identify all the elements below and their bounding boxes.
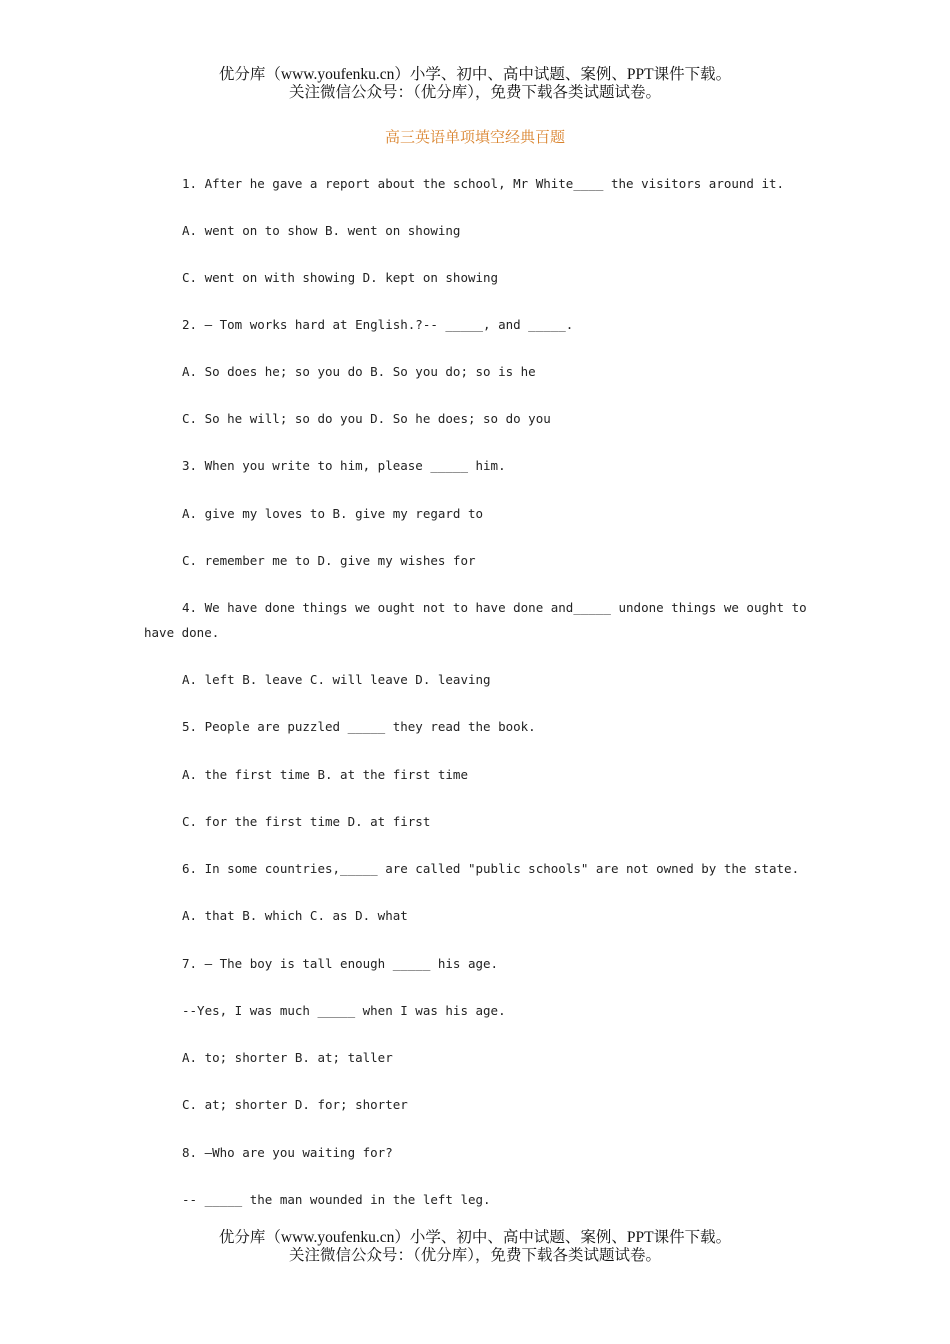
options-2b: C. So he will; so do you D. So he does; so do you [182,411,551,426]
options-1a: A. went on to show B. went on showing [182,223,461,238]
footer-line-1: 优分库（www.youfenku.cn）小学、初中、高中试题、案例、PPT课件下载。 [218,1229,732,1246]
header-line-1: 优分库（www.youfenku.cn）小学、初中、高中试题、案例、PPT课件下载。 [218,66,732,83]
options-4: A. left B. leave C. will leave D. leaving [182,672,491,687]
footer-line-2: 关注微信公众号：（优分库），免费下载各类试题试卷。 [288,1247,661,1264]
question-8-reply: -- _____ the man wounded in the left leg. [182,1192,491,1207]
page-header [0,66,950,102]
page-footer [0,1229,950,1265]
options-3a: A. give my loves to B. give my regard to [182,506,484,521]
document-title: 高三英语单项填空经典百题 [384,128,565,146]
question-6: 6. In some countries,_____ are called "public schools" are not owned by the state. [182,861,800,876]
question-2: 2. — Tom works hard at English.?-- _____, and _____. [182,317,574,332]
question-7-reply: --Yes, I was much _____ when I was his age. [182,1003,506,1018]
question-7: 7. — The boy is tall enough _____ his age. [182,956,499,971]
options-6: A. that B. which C. as D. what [182,908,408,923]
question-4-continued: have done. [144,625,220,640]
options-3b: C. remember me to D. give my wishes for [182,553,476,568]
options-7a: A. to; shorter B. at; taller [182,1050,393,1065]
question-1: 1. After he gave a report about the school, Mr White____ the visitors around it. [182,176,785,191]
question-8: 8. —Who are you waiting for? [182,1145,393,1160]
question-4: 4. We have done things we ought not to have done and_____ undone things we ought to [182,600,807,615]
options-5a: A. the first time B. at the first time [182,767,468,782]
options-5b: C. for the first time D. at first [182,814,431,829]
options-2a: A. So does he; so you do B. So you do; so is he [182,364,536,379]
header-line-2: 关注微信公众号：（优分库），免费下载各类试题试卷。 [288,84,661,101]
options-1b: C. went on with showing D. kept on showing [182,270,499,285]
question-5: 5. People are puzzled _____ they read the book. [182,719,536,734]
options-7b: C. at; shorter D. for; shorter [182,1097,408,1112]
question-3: 3. When you write to him, please _____ him. [182,458,506,473]
